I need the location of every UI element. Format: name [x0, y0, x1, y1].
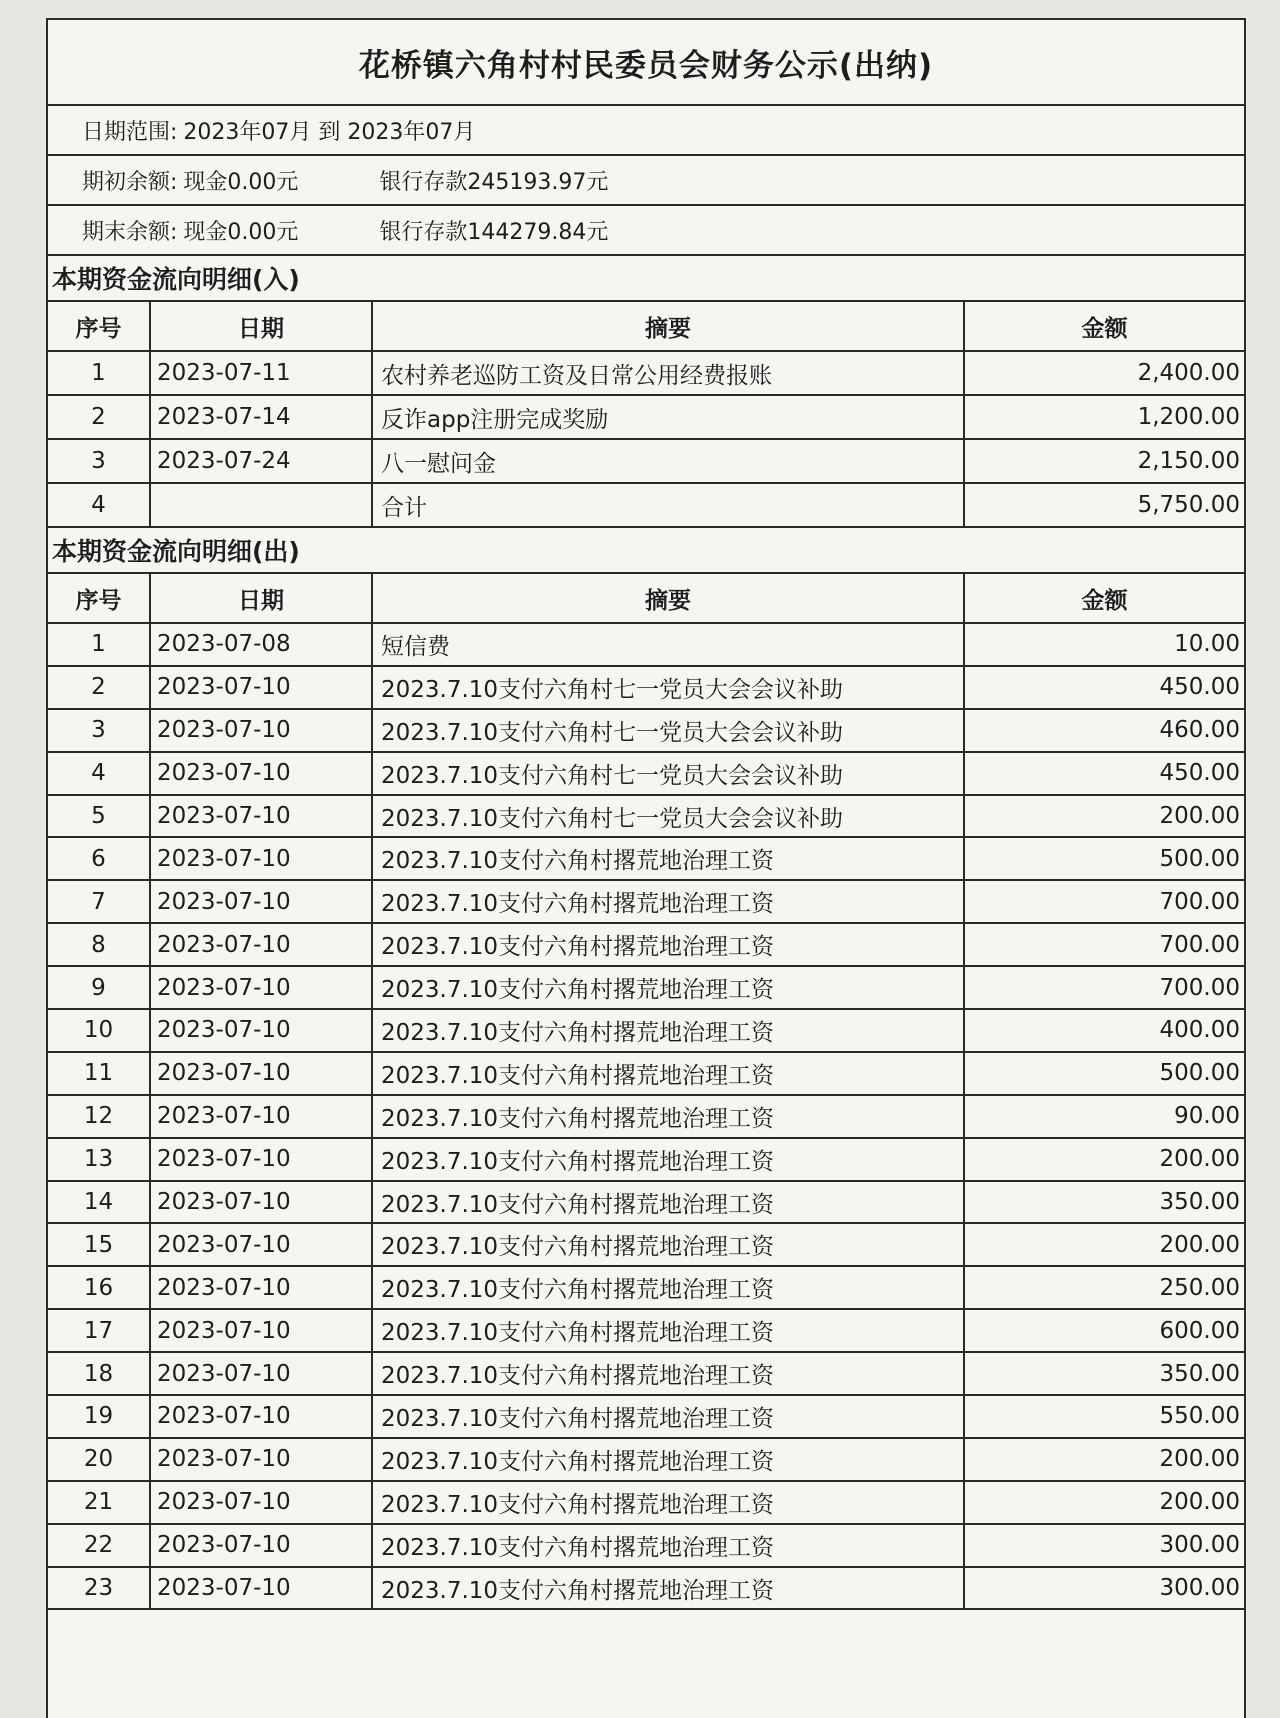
cell-date: 2023-07-10 — [150, 837, 372, 880]
expense-row — [48, 1138, 1244, 1181]
expense-row — [48, 923, 1244, 966]
cell-summary: 2023.7.10支付六角村撂荒地治理工资 — [372, 1138, 964, 1181]
col-header-no: 序号 — [48, 573, 150, 623]
cell-summary: 2023.7.10支付六角村撂荒地治理工资 — [372, 1481, 964, 1524]
expense-row — [48, 1352, 1244, 1395]
expense-row — [48, 1438, 1244, 1481]
cell-no: 1 — [48, 623, 150, 666]
cell-no: 18 — [48, 1352, 150, 1395]
cell-amount: 450.00 — [964, 752, 1244, 795]
cell-amount: 600.00 — [964, 1309, 1244, 1352]
cell-no: 6 — [48, 837, 150, 880]
expense-row — [48, 1309, 1244, 1352]
cell-amount: 350.00 — [964, 1181, 1244, 1224]
cell-date: 2023-07-10 — [150, 1223, 372, 1266]
cell-no: 3 — [48, 709, 150, 752]
cell-summary: 2023.7.10支付六角村七一党员大会会议补助 — [372, 752, 964, 795]
expense-row — [48, 666, 1244, 709]
cell-amount: 500.00 — [964, 1052, 1244, 1095]
cell-date: 2023-07-10 — [150, 1352, 372, 1395]
opening-cash: 现金0.00元 — [183, 169, 299, 195]
expense-row — [48, 837, 1244, 880]
cell-no: 10 — [48, 1009, 150, 1052]
income-row — [48, 351, 1244, 395]
expense-row — [48, 1223, 1244, 1266]
cell-summary: 2023.7.10支付六角村撂荒地治理工资 — [372, 1052, 964, 1095]
cell-date: 2023-07-14 — [150, 395, 372, 439]
cell-amount: 300.00 — [964, 1524, 1244, 1567]
expense-row — [48, 795, 1244, 838]
cell-date: 2023-07-10 — [150, 1266, 372, 1309]
cell-amount: 350.00 — [964, 1352, 1244, 1395]
cell-no: 3 — [48, 439, 150, 483]
expense-row — [48, 752, 1244, 795]
cell-amount: 200.00 — [964, 1481, 1244, 1524]
closing-bank: 银行存款144279.84元 — [379, 219, 609, 245]
cell-amount: 2,150.00 — [964, 439, 1244, 483]
cell-amount: 700.00 — [964, 923, 1244, 966]
col-header-amount: 金额 — [964, 301, 1244, 351]
expense-row — [48, 1009, 1244, 1052]
cell-amount: 200.00 — [964, 1138, 1244, 1181]
expense-section-title: 本期资金流向明细(出) — [52, 537, 300, 566]
cell-no: 4 — [48, 752, 150, 795]
cell-amount: 10.00 — [964, 623, 1244, 666]
cell-amount: 400.00 — [964, 1009, 1244, 1052]
cell-date: 2023-07-08 — [150, 623, 372, 666]
cell-summary: 2023.7.10支付六角村七一党员大会会议补助 — [372, 795, 964, 838]
cell-no: 11 — [48, 1052, 150, 1095]
cell-amount: 1,200.00 — [964, 395, 1244, 439]
income-section-title: 本期资金流向明细(入) — [52, 265, 300, 294]
col-header-summary: 摘要 — [372, 573, 964, 623]
cell-summary: 2023.7.10支付六角村七一党员大会会议补助 — [372, 709, 964, 752]
cell-amount: 90.00 — [964, 1095, 1244, 1138]
expense-row — [48, 966, 1244, 1009]
col-header-no: 序号 — [48, 301, 150, 351]
cell-date: 2023-07-10 — [150, 752, 372, 795]
cell-summary: 2023.7.10支付六角村撂荒地治理工资 — [372, 837, 964, 880]
closing-cash: 现金0.00元 — [183, 219, 299, 245]
expense-table — [48, 572, 1244, 1610]
cell-date: 2023-07-10 — [150, 1309, 372, 1352]
cell-no: 17 — [48, 1309, 150, 1352]
cell-summary: 2023.7.10支付六角村撂荒地治理工资 — [372, 1395, 964, 1438]
cell-amount: 200.00 — [964, 795, 1244, 838]
expense-row — [48, 1181, 1244, 1224]
cell-no: 22 — [48, 1524, 150, 1567]
cell-date: 2023-07-10 — [150, 1395, 372, 1438]
cell-date: 2023-07-11 — [150, 351, 372, 395]
cell-no: 23 — [48, 1567, 150, 1610]
cell-no: 7 — [48, 880, 150, 923]
expense-row — [48, 1266, 1244, 1309]
finance-notice-sheet — [46, 18, 1246, 1718]
expense-row — [48, 1524, 1244, 1567]
cell-date: 2023-07-24 — [150, 439, 372, 483]
cell-date: 2023-07-10 — [150, 1438, 372, 1481]
cell-amount: 5,750.00 — [964, 483, 1244, 527]
cell-summary: 2023.7.10支付六角村撂荒地治理工资 — [372, 1352, 964, 1395]
cell-no: 21 — [48, 1481, 150, 1524]
cell-summary: 八一慰问金 — [372, 439, 964, 483]
cell-amount: 700.00 — [964, 966, 1244, 1009]
cell-summary: 2023.7.10支付六角村撂荒地治理工资 — [372, 1181, 964, 1224]
cell-date: 2023-07-10 — [150, 666, 372, 709]
cell-amount: 450.00 — [964, 666, 1244, 709]
income-header-row — [48, 301, 1244, 351]
cell-summary: 2023.7.10支付六角村撂荒地治理工资 — [372, 880, 964, 923]
expense-row — [48, 623, 1244, 666]
cell-amount: 200.00 — [964, 1223, 1244, 1266]
cell-no: 4 — [48, 483, 150, 527]
cell-summary: 2023.7.10支付六角村七一党员大会会议补助 — [372, 666, 964, 709]
cell-no: 1 — [48, 351, 150, 395]
expense-header-row — [48, 573, 1244, 623]
opening-bank: 银行存款245193.97元 — [379, 169, 609, 195]
opening-balance-label: 期初余额: — [82, 169, 178, 195]
cell-amount: 2,400.00 — [964, 351, 1244, 395]
cell-amount: 700.00 — [964, 880, 1244, 923]
cell-summary: 2023.7.10支付六角村撂荒地治理工资 — [372, 1524, 964, 1567]
cell-no: 2 — [48, 666, 150, 709]
cell-date: 2023-07-10 — [150, 1138, 372, 1181]
cell-no: 20 — [48, 1438, 150, 1481]
cell-summary: 2023.7.10支付六角村撂荒地治理工资 — [372, 1095, 964, 1138]
expense-row — [48, 1567, 1244, 1610]
cell-no: 12 — [48, 1095, 150, 1138]
cell-summary: 2023.7.10支付六角村撂荒地治理工资 — [372, 923, 964, 966]
date-range-label: 日期范围: — [82, 119, 178, 145]
cell-summary: 2023.7.10支付六角村撂荒地治理工资 — [372, 966, 964, 1009]
cell-summary: 2023.7.10支付六角村撂荒地治理工资 — [372, 1567, 964, 1610]
cell-no: 16 — [48, 1266, 150, 1309]
expense-row — [48, 709, 1244, 752]
cell-summary: 2023.7.10支付六角村撂荒地治理工资 — [372, 1309, 964, 1352]
expense-row — [48, 880, 1244, 923]
cell-no: 9 — [48, 966, 150, 1009]
cell-summary: 2023.7.10支付六角村撂荒地治理工资 — [372, 1223, 964, 1266]
income-table — [48, 300, 1244, 528]
cell-date: 2023-07-10 — [150, 1009, 372, 1052]
cell-amount: 500.00 — [964, 837, 1244, 880]
col-header-date: 日期 — [150, 301, 372, 351]
cell-no: 2 — [48, 395, 150, 439]
cell-summary: 反诈app注册完成奖励 — [372, 395, 964, 439]
page-title: 花桥镇六角村村民委员会财务公示(出纳) — [48, 20, 1244, 106]
opening-balance-row — [48, 156, 1244, 206]
cell-amount: 250.00 — [964, 1266, 1244, 1309]
cell-date: 2023-07-10 — [150, 1181, 372, 1224]
cell-no: 14 — [48, 1181, 150, 1224]
expense-row — [48, 1395, 1244, 1438]
cell-no: 15 — [48, 1223, 150, 1266]
cell-no: 13 — [48, 1138, 150, 1181]
cell-date: 2023-07-10 — [150, 1481, 372, 1524]
cell-date: 2023-07-10 — [150, 1052, 372, 1095]
expense-row — [48, 1052, 1244, 1095]
cell-date: 2023-07-10 — [150, 795, 372, 838]
col-header-date: 日期 — [150, 573, 372, 623]
cell-date: 2023-07-10 — [150, 923, 372, 966]
cell-date: 2023-07-10 — [150, 880, 372, 923]
cell-date: 2023-07-10 — [150, 1524, 372, 1567]
cell-no: 19 — [48, 1395, 150, 1438]
expense-row — [48, 1095, 1244, 1138]
income-row — [48, 395, 1244, 439]
cell-date: 2023-07-10 — [150, 1095, 372, 1138]
cell-amount: 460.00 — [964, 709, 1244, 752]
cell-summary: 2023.7.10支付六角村撂荒地治理工资 — [372, 1009, 964, 1052]
closing-balance-row — [48, 206, 1244, 256]
date-range-value: 2023年07月 到 2023年07月 — [183, 119, 476, 145]
cell-summary: 2023.7.10支付六角村撂荒地治理工资 — [372, 1266, 964, 1309]
cell-amount: 550.00 — [964, 1395, 1244, 1438]
col-header-summary: 摘要 — [372, 301, 964, 351]
cell-amount: 300.00 — [964, 1567, 1244, 1610]
cell-summary: 2023.7.10支付六角村撂荒地治理工资 — [372, 1438, 964, 1481]
cell-amount: 200.00 — [964, 1438, 1244, 1481]
closing-balance-label: 期末余额: — [82, 219, 178, 245]
col-header-amount: 金额 — [964, 573, 1244, 623]
income-row — [48, 483, 1244, 527]
income-row — [48, 439, 1244, 483]
cell-date: 2023-07-10 — [150, 966, 372, 1009]
cell-no: 5 — [48, 795, 150, 838]
cell-summary: 合计 — [372, 483, 964, 527]
cell-date: 2023-07-10 — [150, 709, 372, 752]
cell-no: 8 — [48, 923, 150, 966]
cell-summary: 农村养老巡防工资及日常公用经费报账 — [372, 351, 964, 395]
date-range-row — [48, 106, 1244, 156]
cell-date — [150, 483, 372, 527]
expense-row — [48, 1481, 1244, 1524]
cell-summary: 短信费 — [372, 623, 964, 666]
cell-date: 2023-07-10 — [150, 1567, 372, 1610]
